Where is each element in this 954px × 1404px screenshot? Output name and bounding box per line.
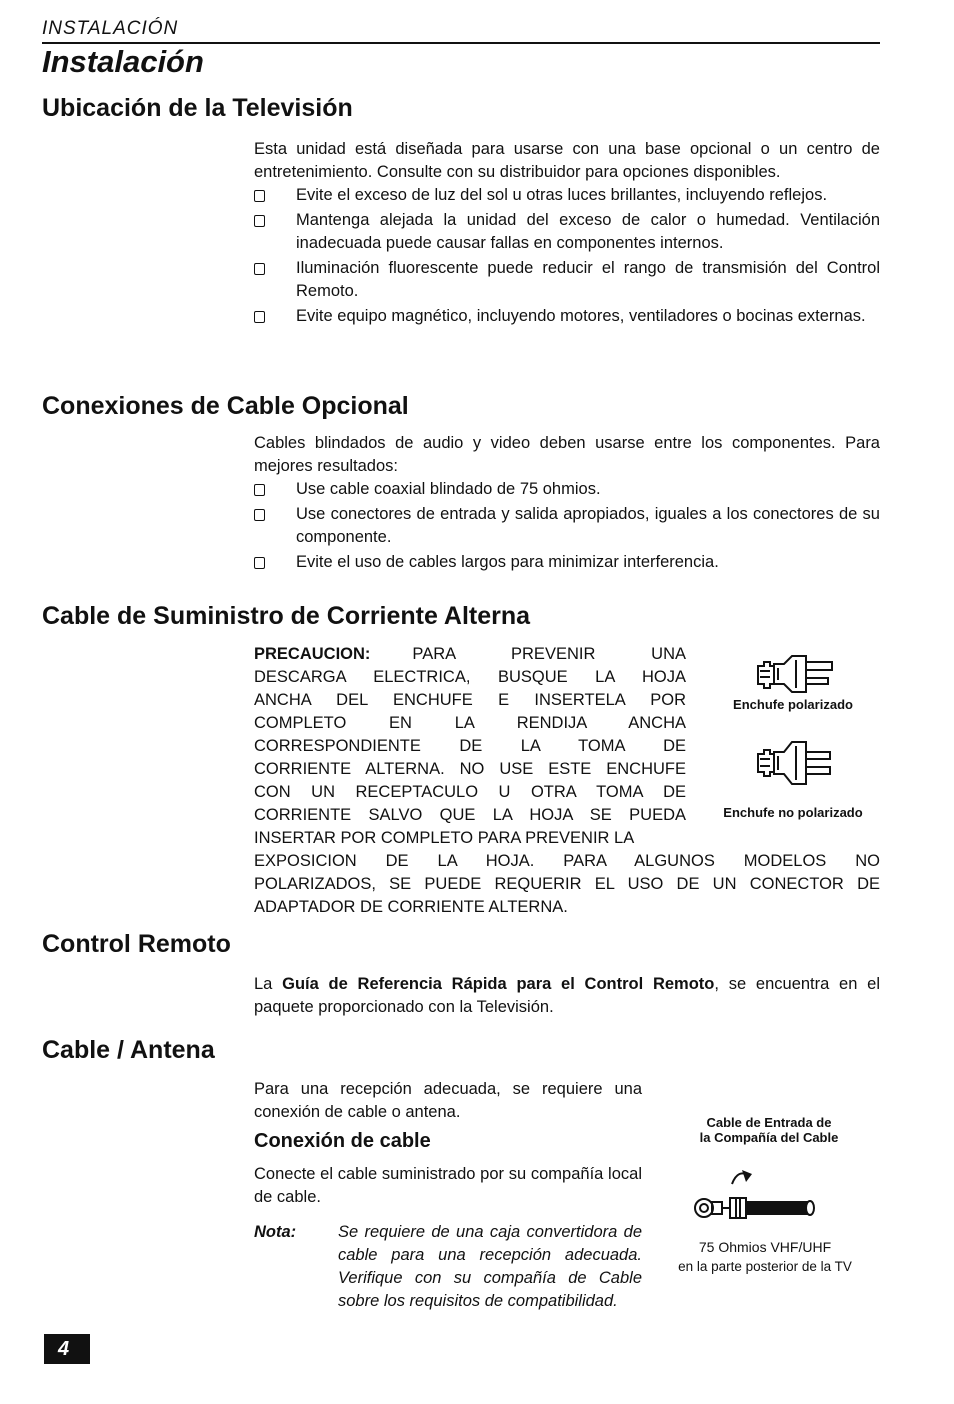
section-title-control: Control Remoto: [42, 930, 231, 958]
checkbox-bullet-icon: [254, 509, 265, 521]
arrow-down-icon: [742, 1170, 752, 1182]
list-item-text: Evite el exceso de luz del sol u otras luces brillantes, incluyendo reflejos.: [296, 186, 828, 204]
section-title-ubicacion: Ubicación de la Televisión: [42, 94, 353, 122]
checkbox-bullet-icon: [254, 557, 265, 569]
section-title-conexiones: Conexiones de Cable Opcional: [42, 392, 409, 420]
section-body-ubicacion: [254, 138, 880, 328]
list-item: [254, 551, 880, 574]
caution-line: COMPLETO EN LA RENDIJA ANCHA: [254, 714, 686, 732]
checkbox-bullet-icon: [254, 263, 265, 275]
section-body-control: [254, 973, 880, 1019]
plug-polarized-caption: Enchufe polarizado: [733, 697, 853, 712]
list-item: [254, 257, 880, 303]
bullet-list: [254, 184, 880, 328]
subsection-title: Conexión de cable: [254, 1130, 431, 1152]
caution-line-text: PARA PREVENIR UNA: [412, 645, 686, 663]
note: [254, 1221, 642, 1313]
caution-line: POLARIZADOS, SE PUEDE REQUERIR EL USO DE UN CONECTOR DE: [254, 875, 880, 893]
intro-text: Cables blindados de audio y video deben usarse entre los componentes. Para mejores resultados:: [254, 434, 880, 475]
checkbox-bullet-icon: [254, 484, 265, 496]
list-item-text: Use cable coaxial blindado de 75 ohmios.: [296, 480, 601, 498]
section-body-conexiones: [254, 432, 880, 574]
checkbox-bullet-icon: [254, 311, 265, 323]
caution-line: DESCARGA ELECTRICA, BUSQUE LA HOJA: [254, 668, 686, 686]
caution-line: [254, 643, 686, 666]
cable-caption-bottom: [652, 1238, 878, 1276]
intro-text: Para una recepción adecuada, se requiere una conexión de cable o antena.: [254, 1080, 642, 1121]
running-head: INSTALACIÓN: [42, 18, 179, 39]
coaxial-cable-icon: [690, 1164, 820, 1230]
nonpolarized-plug-icon: [756, 738, 836, 788]
caution-line: ADAPTADOR DE CORRIENTE ALTERNA.: [254, 898, 568, 916]
subsection-text: Conecte el cable suministrado por su compañía local de cable.: [254, 1165, 642, 1206]
cable-caption-top: [662, 1115, 876, 1145]
chapter-title: Instalación: [42, 44, 204, 79]
caution-line: EXPOSICION DE LA HOJA. PARA ALGUNOS MODELOS NO: [254, 852, 880, 870]
cable-caption-line: la Compañía del Cable: [699, 1130, 839, 1145]
list-item: [254, 305, 880, 328]
list-item-text: Evite el uso de cables largos para minimizar interferencia.: [296, 553, 719, 571]
list-item-text: Use conectores de entrada y salida apropiados, iguales a los conectores de su componente.: [296, 505, 880, 546]
caution-line: CORRIENTE SALVO QUE LA HOJA SE PUEDA: [254, 806, 686, 824]
intro-text: Esta unidad está diseñada para usarse con una base opcional o un centro de entretenimiento. Consulte con su distribuidor para opciones disponibles.: [254, 140, 880, 181]
polarized-plug-icon: [756, 652, 836, 696]
section-title-antena: Cable / Antena: [42, 1036, 215, 1064]
cable-caption-line: Cable de Entrada de: [706, 1115, 832, 1130]
caution-line: CORRIENTE ALTERNA. NO USE ESTE ENCHUFE: [254, 760, 686, 778]
caution-line: CORRESPONDIENTE DE LA TOMA DE: [254, 737, 686, 755]
control-text-bold: Guía de Referencia Rápida para el Control Remoto: [282, 975, 715, 993]
list-item-text: Iluminación fluorescente puede reducir el rango de transmisión del Control Remoto.: [296, 259, 880, 300]
caution-line: INSERTAR POR COMPLETO PARA PREVENIR LA: [254, 829, 635, 847]
caution-label: PRECAUCION:: [254, 645, 371, 663]
control-text-pre: La: [254, 975, 283, 993]
page-number: 4: [44, 1334, 90, 1364]
checkbox-bullet-icon: [254, 190, 265, 202]
section-body-antena: [254, 1078, 642, 1313]
note-label: Nota:: [254, 1223, 297, 1241]
list-item-text: Mantenga alejada la unidad del exceso de calor o humedad. Ventilación inadecuada puede causar fallas en componentes internos.: [296, 211, 880, 252]
list-item-text: Evite equipo magnético, incluyendo motores, ventiladores o bocinas externas.: [296, 307, 866, 325]
list-item: [254, 478, 880, 501]
control-text-post: , se encuentra en el paquete proporcionado con la Televisión.: [254, 975, 880, 1016]
bullet-list: [254, 478, 880, 574]
cable-caption-line: en la parte posterior de la TV: [678, 1259, 852, 1274]
list-item: [254, 209, 880, 255]
cable-caption-line: 75 Ohmios VHF/UHF: [698, 1239, 832, 1255]
list-item: [254, 184, 880, 207]
caution-text-wide: [254, 850, 880, 919]
caution-line: ANCHA DEL ENCHUFE E INSERTELA POR: [254, 691, 686, 709]
checkbox-bullet-icon: [254, 215, 265, 227]
caution-text-narrow: [254, 643, 686, 850]
plug-nonpolarized-caption: Enchufe no polarizado: [723, 805, 863, 820]
section-title-suministro: Cable de Suministro de Corriente Alterna: [42, 602, 531, 630]
list-item: [254, 503, 880, 549]
note-text: Se requiere de una caja convertidora de cable para una recepción adecuada. Verifique con su compañía de Cable sobre los requisitos de compatibilidad.: [338, 1223, 642, 1310]
caution-line: CON UN RECEPTACULO U OTRA TOMA DE: [254, 783, 686, 801]
